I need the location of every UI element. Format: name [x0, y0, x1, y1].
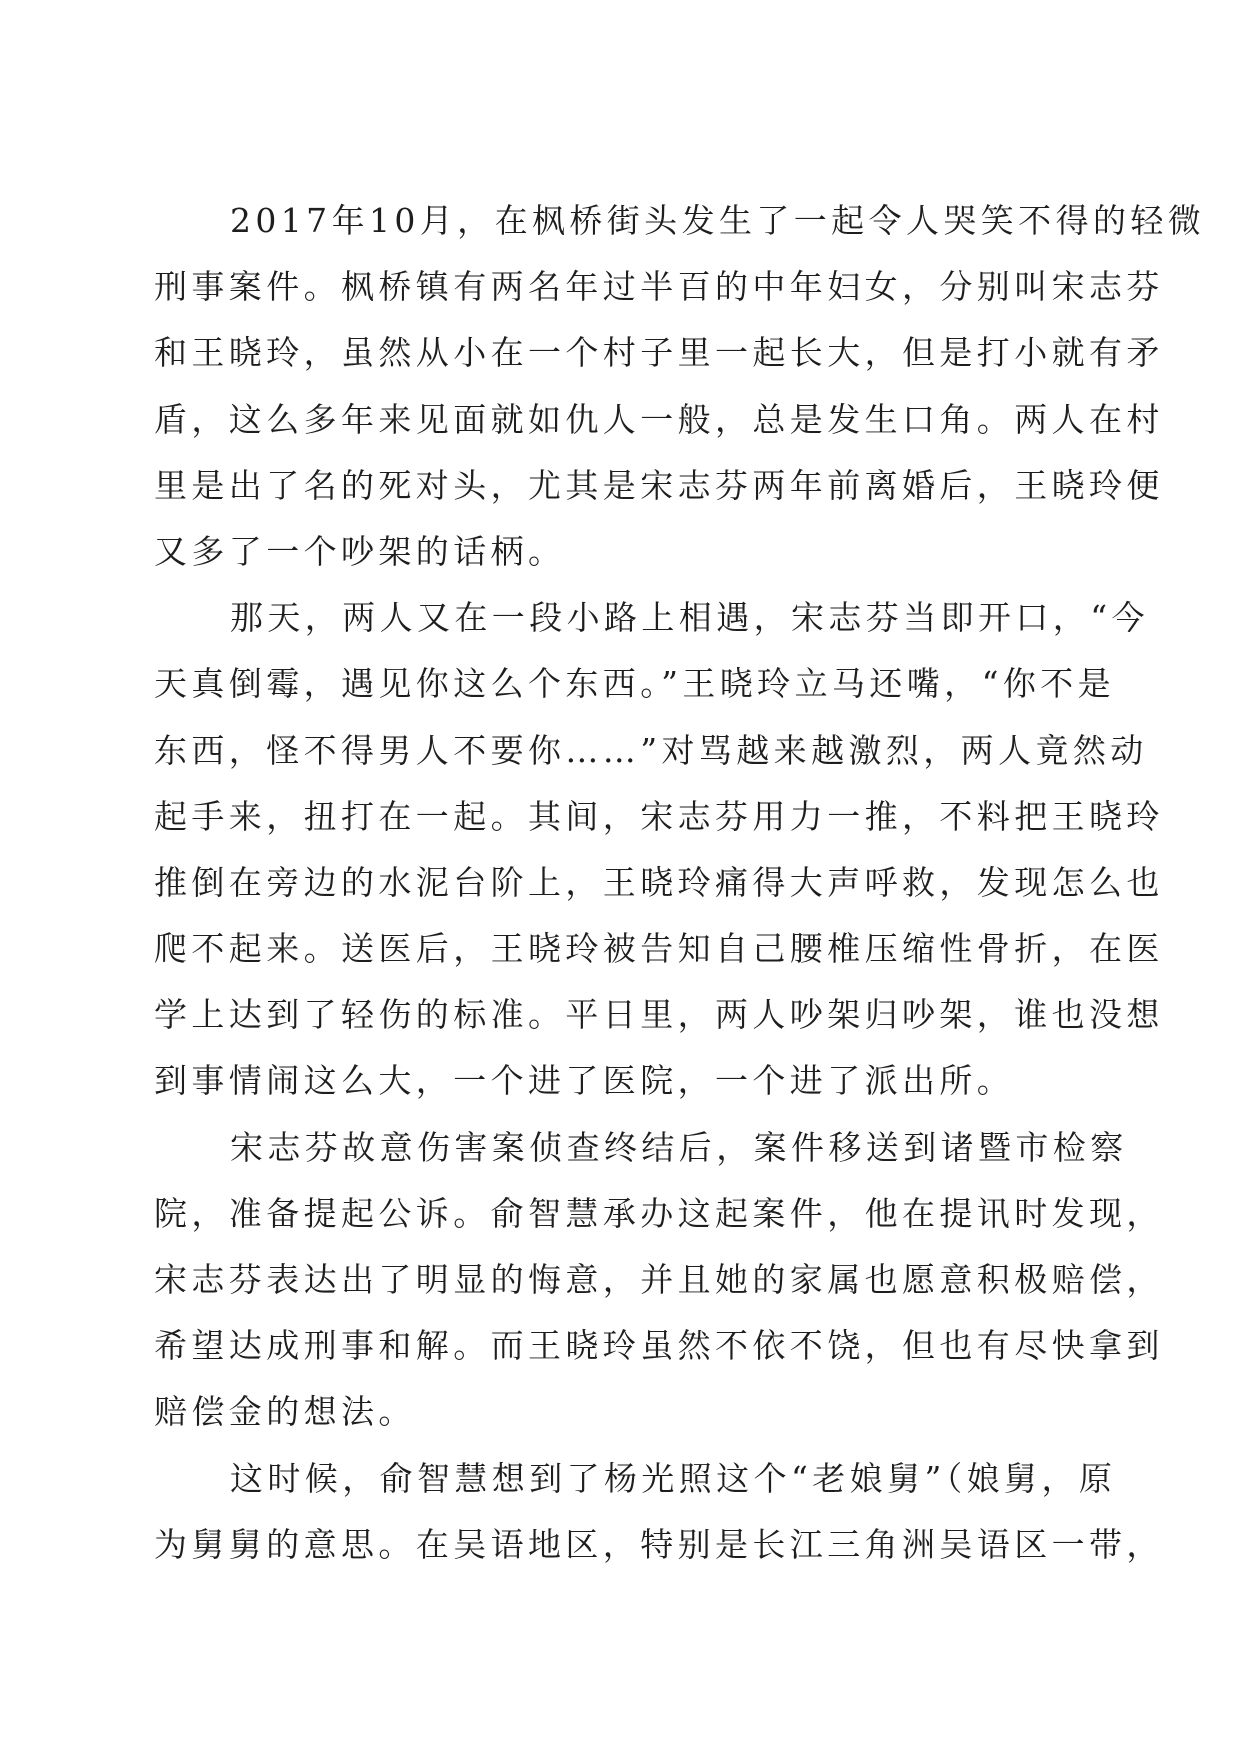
paragraph-line: 2017年10月，在枫桥街头发生了一起令人哭笑不得的轻微: [230, 201, 1206, 240]
paragraph-line: 盾，这么多年来见面就如仇人一般，总是发生口角。两人在村: [154, 399, 1164, 439]
paragraph-line: 天真倒霉，遇见你这么个东西。”王晓玲立马还嘴，“你不是: [154, 664, 1116, 704]
paragraph-line: 里是出了名的死对头，尤其是宋志芬两年前离婚后，王晓玲便: [154, 465, 1164, 505]
paragraph-line: 爬不起来。送医后，王晓玲被告知自己腰椎压缩性骨折，在医: [154, 929, 1164, 969]
paragraph-line: 为舅舅的意思。在吴语地区，特别是长江三角洲吴语区一带，: [154, 1524, 1164, 1564]
paragraph-line: 到事情闹这么大，一个进了医院，一个进了派出所。: [154, 1061, 1015, 1101]
paragraph-line: 学上达到了轻伤的标准。平日里，两人吵架归吵架，谁也没想: [154, 995, 1164, 1035]
paragraph-line: 赔偿金的想法。: [154, 1392, 416, 1432]
paragraph-2: [154, 585, 1164, 1115]
paragraph-line: 那天，两人又在一段小路上相遇，宋志芬当即开口，“今: [230, 598, 1149, 638]
paragraph-line: 东西，怪不得男人不要你……”对骂越来越激烈，两人竟然动: [154, 730, 1148, 770]
paragraph-line: 宋志芬表达出了明显的悔意，并且她的家属也愿意积极赔偿，: [154, 1260, 1164, 1299]
paragraph-line: 推倒在旁边的水泥台阶上，王晓玲痛得大声呼救，发现怎么也: [154, 862, 1164, 902]
paragraph-4: [154, 1446, 1164, 1578]
paragraph-line: 这时候，俞智慧想到了杨光照这个“老娘舅”（娘舅，原: [230, 1458, 1117, 1498]
paragraph-1: [154, 188, 1206, 585]
paragraph-line: 宋志芬故意伤害案侦查终结后，案件移送到诸暨市检察: [230, 1127, 1128, 1167]
document-body: [154, 188, 1206, 1578]
paragraph-3: [154, 1115, 1164, 1446]
paragraph-line: 院，准备提起公诉。俞智慧承办这起案件，他在提讯时发现，: [154, 1193, 1164, 1233]
paragraph-line: 起手来，扭打在一起。其间，宋志芬用力一推，不料把王晓玲: [154, 796, 1164, 836]
paragraph-line: 和王晓玲，虽然从小在一个村子里一起长大，但是打小就有矛: [154, 333, 1164, 373]
paragraph-line: 希望达成刑事和解。而王晓玲虽然不依不饶，但也有尽快拿到: [154, 1326, 1164, 1366]
paragraph-line: 又多了一个吵架的话柄。: [154, 531, 566, 571]
paragraph-line: 刑事案件。枫桥镇有两名年过半百的中年妇女，分别叫宋志芬: [154, 267, 1164, 307]
